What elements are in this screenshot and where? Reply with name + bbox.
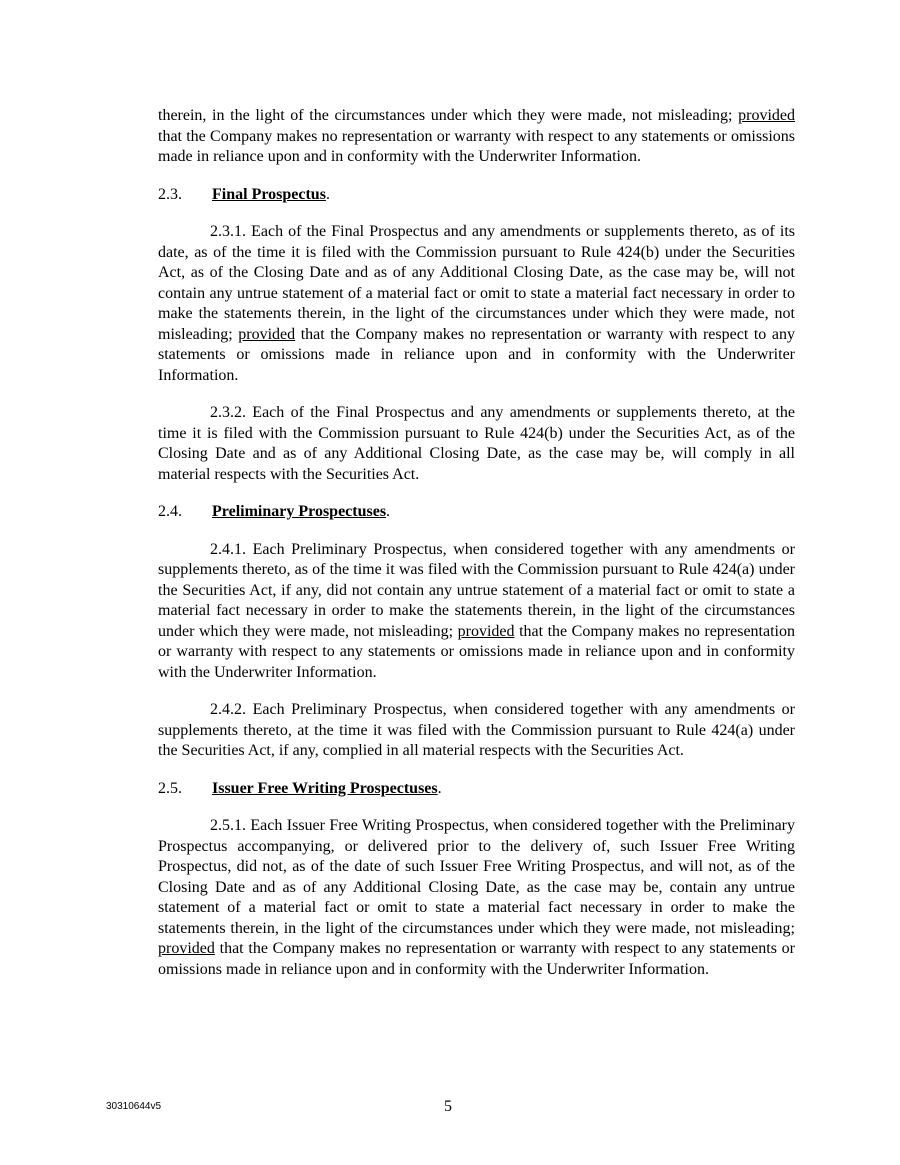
- document-id: 30310644v5: [106, 1101, 162, 1112]
- paragraph-text-a: 2.3.1. Each of the Final Prospectus and any amendments or supplements thereto, as of its date, as of the time it is filed with the Commission pursuant to Rule 424(b) under the Securities Act, as of the Closing Date and as of any Additional Closing Date, as the case may be, will not contain any untrue statement of a material fact or omit to state a material fact necessary in order to make the statements therein, in the light of the circumstances under which they were made, not misleading;: [158, 223, 795, 343]
- section-heading-2-3: [158, 185, 795, 206]
- paragraph-2-4-2: 2.4.2. Each Preliminary Prospectus, when considered together with any amendments or supplements thereto, at the time it was filed with the Commission pursuant to Rule 424(a) under the Securities Act, if any, complied in all material respects with the Securities Act.: [158, 701, 795, 759]
- heading-period: .: [437, 779, 442, 797]
- provided-term: provided: [457, 622, 515, 640]
- document-body: [158, 106, 795, 997]
- intro-text-a: therein, in the light of the circumstances under which they were made, not misleading;: [158, 107, 739, 124]
- section-number: 2.3.: [158, 185, 182, 203]
- intro-text-b: that the Company makes no representation or warranty with respect to any statements or omissions made in reliance upon and in conformity with the Underwriter Information.: [158, 127, 795, 165]
- section-number: 2.4.: [158, 503, 182, 520]
- section-title: Issuer Free Writing Prospectuses: [212, 779, 438, 797]
- section-heading-2-4: [158, 502, 795, 523]
- paragraph-text-a: 2.4.1. Each Preliminary Prospectus, when considered together with any amendments or supplements thereto, as of the time it was filed with the Commission pursuant to Rule 424(a) under the Securities Act, if any, did not contain any untrue statement of a material fact or omit to state a material fact necessary in order to make the statements therein, in the light of the circumstances under which they were made, not misleading;: [158, 540, 795, 640]
- provided-term: provided: [738, 107, 795, 124]
- section-title: Final Prospectus: [212, 185, 326, 203]
- heading-period: .: [325, 185, 330, 203]
- paragraph-text-a: 2.5.1. Each Issuer Free Writing Prospectus, when considered together with the Preliminary Prospectus accompanying, or delivered prior to the delivery of, such Issuer Free Writing Prospectus, did not, as of the date of such Issuer Free Writing Prospectus, and will not, as of the Closing Date and as of any Additional Closing Date, as the case may be, contain any untrue statement of a material fact or omit to state a material fact necessary in order to make the statements therein, in the light of the circumstances under which they were made, not misleading;: [158, 817, 795, 937]
- paragraph-text-b: that the Company makes no representation or warranty with respect to any statements or omissions made in reliance upon and in conformity with the Underwriter Information.: [158, 940, 795, 978]
- paragraph-2-5-1: [158, 816, 795, 980]
- intro-paragraph: [158, 106, 795, 168]
- paragraph-text-b: that the Company makes no representation or warranty with respect to any statements or omissions made in reliance upon and in conformity with the Underwriter Information.: [158, 325, 795, 384]
- provided-term: provided: [238, 325, 296, 343]
- section-number: 2.5.: [158, 779, 182, 797]
- heading-period: .: [386, 503, 391, 520]
- paragraph-2-4-1: [158, 540, 795, 684]
- paragraph-text-b: that the Company makes no representation or warranty with respect to any statements or omissions made in reliance upon and in conformity with the Underwriter Information.: [158, 622, 795, 681]
- section-heading-2-5: [158, 779, 795, 800]
- page-number: 5: [444, 1098, 452, 1115]
- section-title: Preliminary Prospectuses: [212, 503, 387, 520]
- paragraph-2-3-2: 2.3.2. Each of the Final Prospectus and any amendments or supplements thereto, at the time it is filed with the Commission pursuant to Rule 424(b) under the Securities Act, as of the Closing Date and as of any Additional Closing Date, as the case may be, will comply in all material respects with the Securities Act.: [158, 404, 795, 483]
- paragraph-2-3-1: [158, 222, 795, 386]
- provided-term: provided: [158, 940, 215, 957]
